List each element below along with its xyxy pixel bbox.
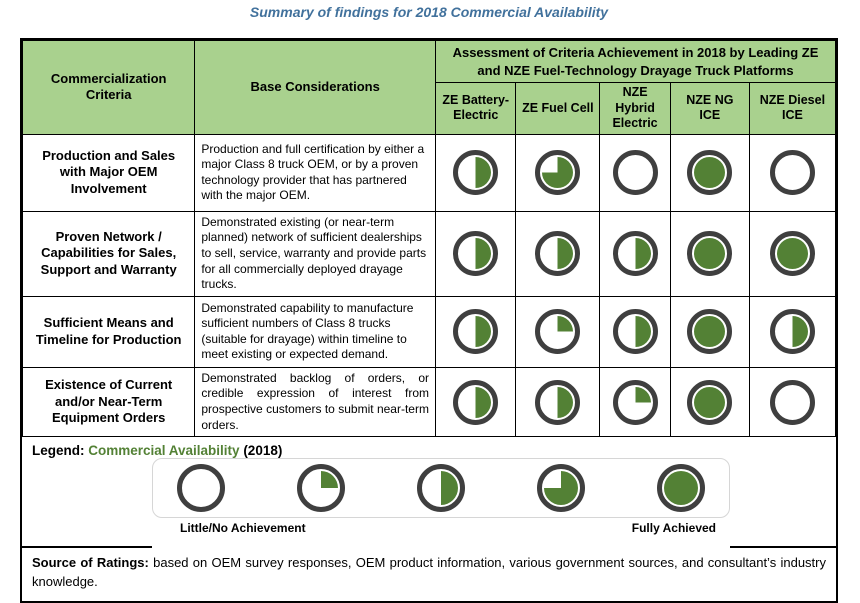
rating-cell (600, 296, 671, 367)
rating-cell (516, 296, 600, 367)
harvey-ball-fill (424, 471, 458, 505)
rating-cell (749, 367, 835, 436)
criteria-cell: Production and Sales with Major OEM Involvement (23, 134, 195, 211)
legend-scale (152, 458, 730, 554)
harvey-ball (535, 380, 580, 425)
criteria-column-header: Commercialization Criteria (23, 41, 195, 135)
legend-ball-empty (177, 464, 225, 512)
harvey-ball (770, 231, 815, 276)
harvey-ball-fill (777, 238, 808, 269)
legend-ball-half (417, 464, 465, 512)
harvey-ball (613, 309, 658, 354)
harvey-ball (770, 380, 815, 425)
rating-cell (600, 211, 671, 296)
harvey-ball-fill (694, 238, 725, 269)
consideration-cell: Demonstrated capability to manufacture sufficient numbers of Class 8 trucks (suitable for drayage) within timeline to meet existing or expected demand. (195, 296, 436, 367)
harvey-ball (535, 150, 580, 195)
source-text: based on OEM survey responses, OEM product information, various government sources, and consultant’s industry knowledge. (32, 555, 826, 590)
harvey-ball (613, 231, 658, 276)
rating-cell (600, 134, 671, 211)
harvey-ball (687, 150, 732, 195)
criteria-cell: Sufficient Means and Timeline for Production (23, 296, 195, 367)
harvey-ball (453, 150, 498, 195)
harvey-ball-fill (460, 238, 491, 269)
header-row-group (23, 41, 836, 83)
harvey-ball (770, 309, 815, 354)
harvey-ball-fill (544, 471, 578, 505)
harvey-ball (453, 309, 498, 354)
legend-labels (152, 518, 730, 535)
harvey-ball (453, 231, 498, 276)
harvey-ball-fill (304, 471, 338, 505)
harvey-ball (613, 380, 658, 425)
harvey-ball-fill (184, 471, 218, 505)
harvey-ball-fill (620, 157, 651, 188)
criteria-cell: Proven Network / Capabilities for Sales, Support and Warranty (23, 211, 195, 296)
harvey-ball (453, 380, 498, 425)
harvey-ball-fill (460, 316, 491, 347)
harvey-ball-fill (542, 316, 573, 347)
assessment-table-wrapper (20, 38, 838, 603)
harvey-ball (687, 231, 732, 276)
consideration-cell: Demonstrated backlog of orders, or credible expression of interest from prospective customers to submit near-term orders. (195, 367, 436, 436)
consideration-cell: Demonstrated existing (or near-term planned) network of sufficient dealerships to sell, service, warranty and provide parts for all commercially deployed drayage trucks. (195, 211, 436, 296)
platform-header-nze-diesel-ice: NZE Diesel ICE (749, 83, 835, 135)
table-row (23, 134, 836, 211)
rating-cell (435, 296, 515, 367)
harvey-ball-fill (460, 387, 491, 418)
harvey-ball (770, 150, 815, 195)
harvey-ball-fill (664, 471, 698, 505)
rating-cell (600, 367, 671, 436)
consideration-cell: Production and full certification by either a major Class 8 truck OEM, or by a proven technology provider that has partnered with the major OEM. (195, 134, 436, 211)
harvey-ball-fill (777, 157, 808, 188)
legend-high-label: Fully Achieved (631, 521, 716, 536)
harvey-ball-fill (694, 157, 725, 188)
criteria-cell: Existence of Current and/or Near-Term Equipment Orders (23, 367, 195, 436)
table-row (23, 296, 836, 367)
harvey-ball-fill (620, 238, 651, 269)
rating-cell (435, 211, 515, 296)
rating-cell (516, 211, 600, 296)
source-label: Source of Ratings: (32, 555, 149, 571)
table-row (23, 211, 836, 296)
assessment-table (22, 40, 836, 437)
harvey-ball-fill (620, 316, 651, 347)
legend-heading (32, 443, 826, 458)
considerations-column-header: Base Considerations (195, 41, 436, 135)
harvey-ball (535, 309, 580, 354)
rating-cell (749, 211, 835, 296)
harvey-ball-fill (620, 387, 651, 418)
rating-cell (435, 367, 515, 436)
rating-cell (749, 296, 835, 367)
assessment-group-header: Assessment of Criteria Achievement in 2018 by Leading ZE and NZE Fuel-Technology Drayage Truck Platforms (435, 41, 835, 83)
legend-row (22, 437, 836, 546)
harvey-ball (687, 309, 732, 354)
platform-header-ze-fuel-cell: ZE Fuel Cell (516, 83, 600, 135)
harvey-ball-fill (542, 238, 573, 269)
rating-cell (670, 367, 749, 436)
rating-cell (516, 367, 600, 436)
harvey-ball-fill (694, 316, 725, 347)
legend-scale-box (152, 458, 730, 518)
harvey-ball-fill (542, 387, 573, 418)
harvey-ball-fill (694, 387, 725, 418)
legend-year: (2018) (239, 443, 283, 459)
harvey-ball-fill (777, 387, 808, 418)
legend-ball-three-quarter (537, 464, 585, 512)
legend-ball-quarter (297, 464, 345, 512)
platform-header-nze-hybrid-electric: NZE Hybrid Electric (600, 83, 671, 135)
legend-name: Commercial Availability (84, 443, 240, 459)
platform-header-ze-battery-electric: ZE Battery-Electric (435, 83, 515, 135)
table-row (23, 367, 836, 436)
platform-header-nze-ng-ice: NZE NG ICE (670, 83, 749, 135)
page-title: Summary of findings for 2018 Commercial Availability (249, 4, 609, 20)
harvey-ball-fill (542, 157, 573, 188)
source-row (22, 546, 836, 601)
harvey-ball (535, 231, 580, 276)
harvey-ball-fill (460, 157, 491, 188)
rating-cell (670, 134, 749, 211)
rating-cell (670, 296, 749, 367)
legend-label: Legend: (32, 443, 85, 459)
rating-cell (749, 134, 835, 211)
harvey-ball (613, 150, 658, 195)
harvey-ball (687, 380, 732, 425)
rating-cell (516, 134, 600, 211)
rating-cell (435, 134, 515, 211)
legend-ball-full (657, 464, 705, 512)
legend-low-label: Little/No Achievement (180, 521, 306, 536)
harvey-ball-fill (777, 316, 808, 347)
rating-cell (670, 211, 749, 296)
